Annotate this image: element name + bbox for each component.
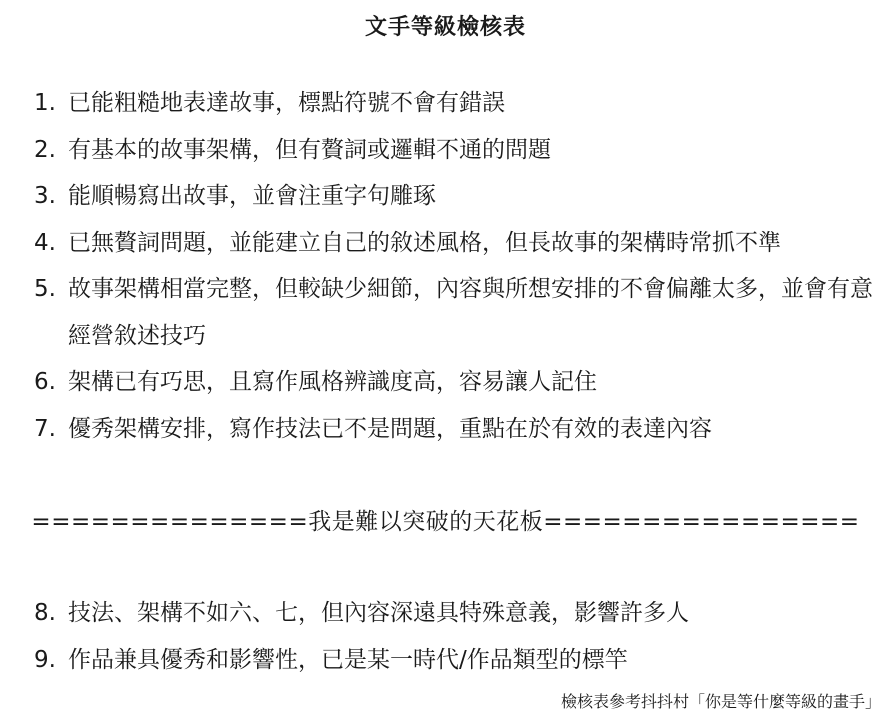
item-number: 1.: [34, 90, 56, 116]
item-number: 5.: [34, 276, 56, 302]
list-item: [34, 266, 884, 359]
list-item: [34, 406, 884, 453]
item-text: 故事架構相當完整，但較缺少細節，內容與所想安排的不會偏離太多，並會有意經營敘述技巧: [68, 276, 873, 349]
item-number: 6.: [34, 369, 56, 395]
item-text: 作品兼具優秀和影響性，已是某一時代/作品類型的標竿: [68, 646, 628, 673]
item-number: 8.: [34, 600, 56, 626]
list-item: [34, 220, 884, 267]
source-credit: 檢核表參考抖抖村「你是等什麼等級的畫手」: [560, 692, 881, 711]
item-number: 7.: [34, 415, 56, 442]
level-list-lower: [34, 590, 884, 683]
list-item: [34, 590, 884, 637]
level-list-upper: [34, 80, 884, 452]
list-item: [34, 127, 884, 174]
item-number: 3.: [34, 183, 56, 209]
item-text: 能順暢寫出故事，並會注重字句雕琢: [68, 183, 436, 209]
page-title: 文手等級檢核表: [364, 15, 526, 40]
ceiling-divider: ==============我是難以突破的天花板================: [31, 509, 860, 535]
list-item: [34, 637, 884, 684]
item-text: 有基本的故事架構，但有贅詞或邏輯不通的問題: [68, 136, 551, 163]
item-number: 2.: [34, 136, 56, 163]
item-text: 已能粗糙地表達故事，標點符號不會有錯誤: [68, 90, 505, 116]
item-number: 4.: [34, 229, 56, 256]
item-text: 技法、架構不如六、七，但內容深遠具特殊意義，影響許多人: [68, 600, 689, 626]
item-number: 9.: [34, 646, 56, 673]
item-text: 架構已有巧思，且寫作風格辨識度高，容易讓人記住: [68, 369, 597, 395]
item-text: 優秀架構安排，寫作技法已不是問題，重點在於有效的表達內容: [68, 415, 712, 442]
list-item: [34, 173, 884, 220]
item-text: 已無贅詞問題，並能建立自己的敘述風格，但長故事的架構時常抓不準: [68, 229, 781, 256]
list-item: [34, 80, 884, 127]
list-item: [34, 359, 884, 406]
